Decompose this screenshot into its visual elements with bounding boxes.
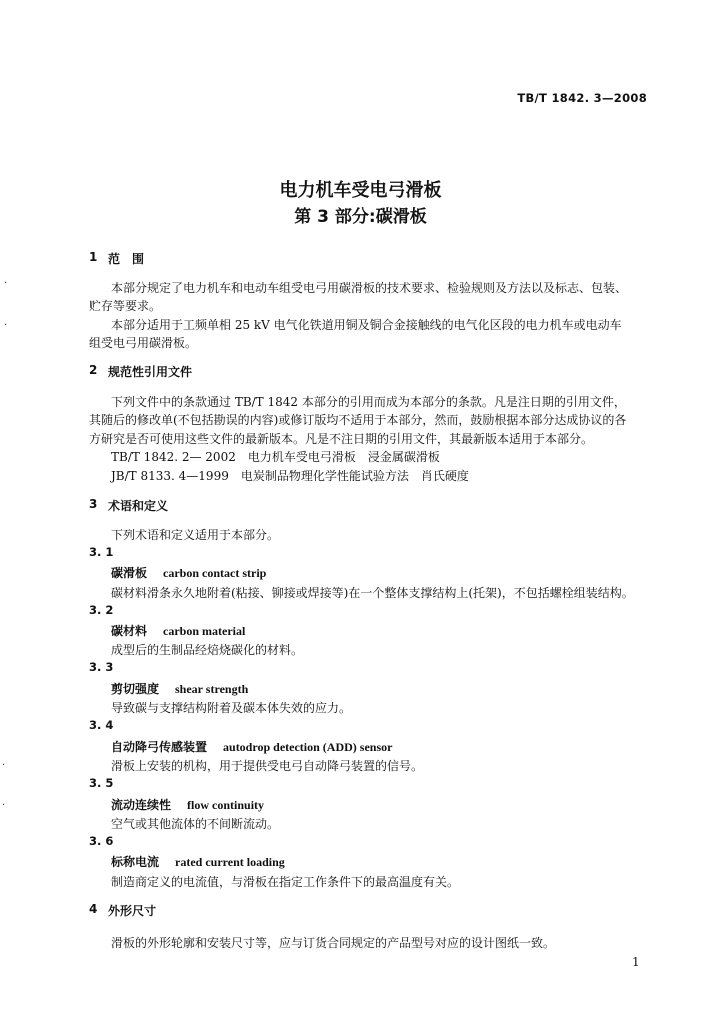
term-definition: 滑板上安装的机构，用于提供受电弓自动降弓装置的信号。 <box>111 759 424 773</box>
scan-mark: · <box>2 760 6 771</box>
term-heading <box>111 680 248 697</box>
term-number: 3. 4 <box>89 718 114 732</box>
term-en: carbon material <box>163 624 246 638</box>
paragraph-line: 滑板的外形轮廓和安装尺寸等，应与订货合同规定的产品型号对应的设计图纸一致。 <box>111 936 556 950</box>
term-zh: 自动降弓传感装置 <box>111 740 208 754</box>
term-en: autodrop detection (ADD) sensor <box>223 740 393 754</box>
document-subtitle: 第 3 部分:碳滑板 <box>294 207 427 227</box>
term-heading <box>111 853 285 870</box>
term-definition: 空气或其他流体的不间断流动。 <box>111 817 280 831</box>
term-number: 3. 2 <box>89 603 114 617</box>
paragraph-line: 方研究是否可使用这些文件的最新版本。凡是不注日期的引用文件，其最新版本适用于本部分。 <box>89 432 594 446</box>
term-definition: 制造商定义的电流值，与滑板在指定工作条件下的最高温度有关。 <box>111 875 460 889</box>
term-en: carbon contact strip <box>163 566 267 580</box>
section-number: 4 <box>89 902 98 916</box>
term-heading <box>111 796 264 813</box>
section-title: 范 围 <box>108 252 145 266</box>
term-zh: 碳材料 <box>111 624 148 638</box>
reference-item: JB/T 8133. 4—1999 电炭制品物理化学性能试验方法 肖氏硬度 <box>111 469 469 483</box>
term-definition: 碳材料滑条永久地附着(粘接、铆接或焊接等)在一个整体支撑结构上(托架)，不包括螺栓组装结构。 <box>111 586 634 600</box>
term-number: 3. 3 <box>89 660 114 674</box>
section-title: 术语和定义 <box>108 499 169 513</box>
term-zh: 碳滑板 <box>111 566 148 580</box>
section-number: 2 <box>89 363 98 377</box>
term-zh: 标称电流 <box>111 855 160 869</box>
section-title: 规范性引用文件 <box>108 365 193 379</box>
paragraph-line: 本部分适用于工频单相 25 kV 电气化铁道用铜及铜合金接触线的电气化区段的电力机车或电动车 <box>111 318 622 332</box>
scan-mark: · <box>4 320 8 331</box>
term-definition: 成型后的生制品经焙烧碳化的材料。 <box>111 643 304 657</box>
term-number: 3. 5 <box>89 776 114 790</box>
section-title: 外形尺寸 <box>108 904 157 918</box>
paragraph-line: 下列文件中的条款通过 TB/T 1842 本部分的引用而成为本部分的条款。凡是注日期的引用文件， <box>111 395 626 409</box>
term-en: shear strength <box>175 682 249 696</box>
document-title: 电力机车受电弓滑板 <box>279 180 442 201</box>
paragraph-line: 其随后的修改单(不包括勘误的内容)或修订版均不适用于本部分，然而，鼓励根据本部分达成协议的各 <box>89 413 627 427</box>
term-heading <box>111 738 392 755</box>
reference-item: TB/T 1842. 2— 2002 电力机车受电弓滑板 浸金属碳滑板 <box>111 450 440 464</box>
term-en: flow continuity <box>187 798 265 812</box>
section-number: 3 <box>89 497 98 511</box>
paragraph-line: 贮存等要求。 <box>89 299 162 313</box>
term-definition: 导致碳与支撑结构附着及碳本体失效的应力。 <box>111 701 352 715</box>
term-heading <box>111 622 245 639</box>
paragraph-line: 本部分规定了电力机车和电动车组受电弓用碳滑板的技术要求、检验规则及方法以及标志、包装、 <box>111 281 628 295</box>
scan-mark: · <box>4 278 8 289</box>
paragraph-line: 组受电弓用碳滑板。 <box>89 336 198 350</box>
term-number: 3. 1 <box>89 545 114 559</box>
term-heading <box>111 564 266 581</box>
section-number: 1 <box>89 250 98 264</box>
page-number: 1 <box>632 955 640 969</box>
term-zh: 流动连续性 <box>111 798 172 812</box>
term-en: rated current loading <box>175 855 285 869</box>
paragraph-line: 下列术语和定义适用于本部分。 <box>111 528 280 542</box>
scan-mark: · <box>2 800 6 811</box>
term-zh: 剪切强度 <box>111 682 160 696</box>
standard-code: TB/T 1842. 3—2008 <box>517 91 647 105</box>
term-number: 3. 6 <box>89 834 114 848</box>
